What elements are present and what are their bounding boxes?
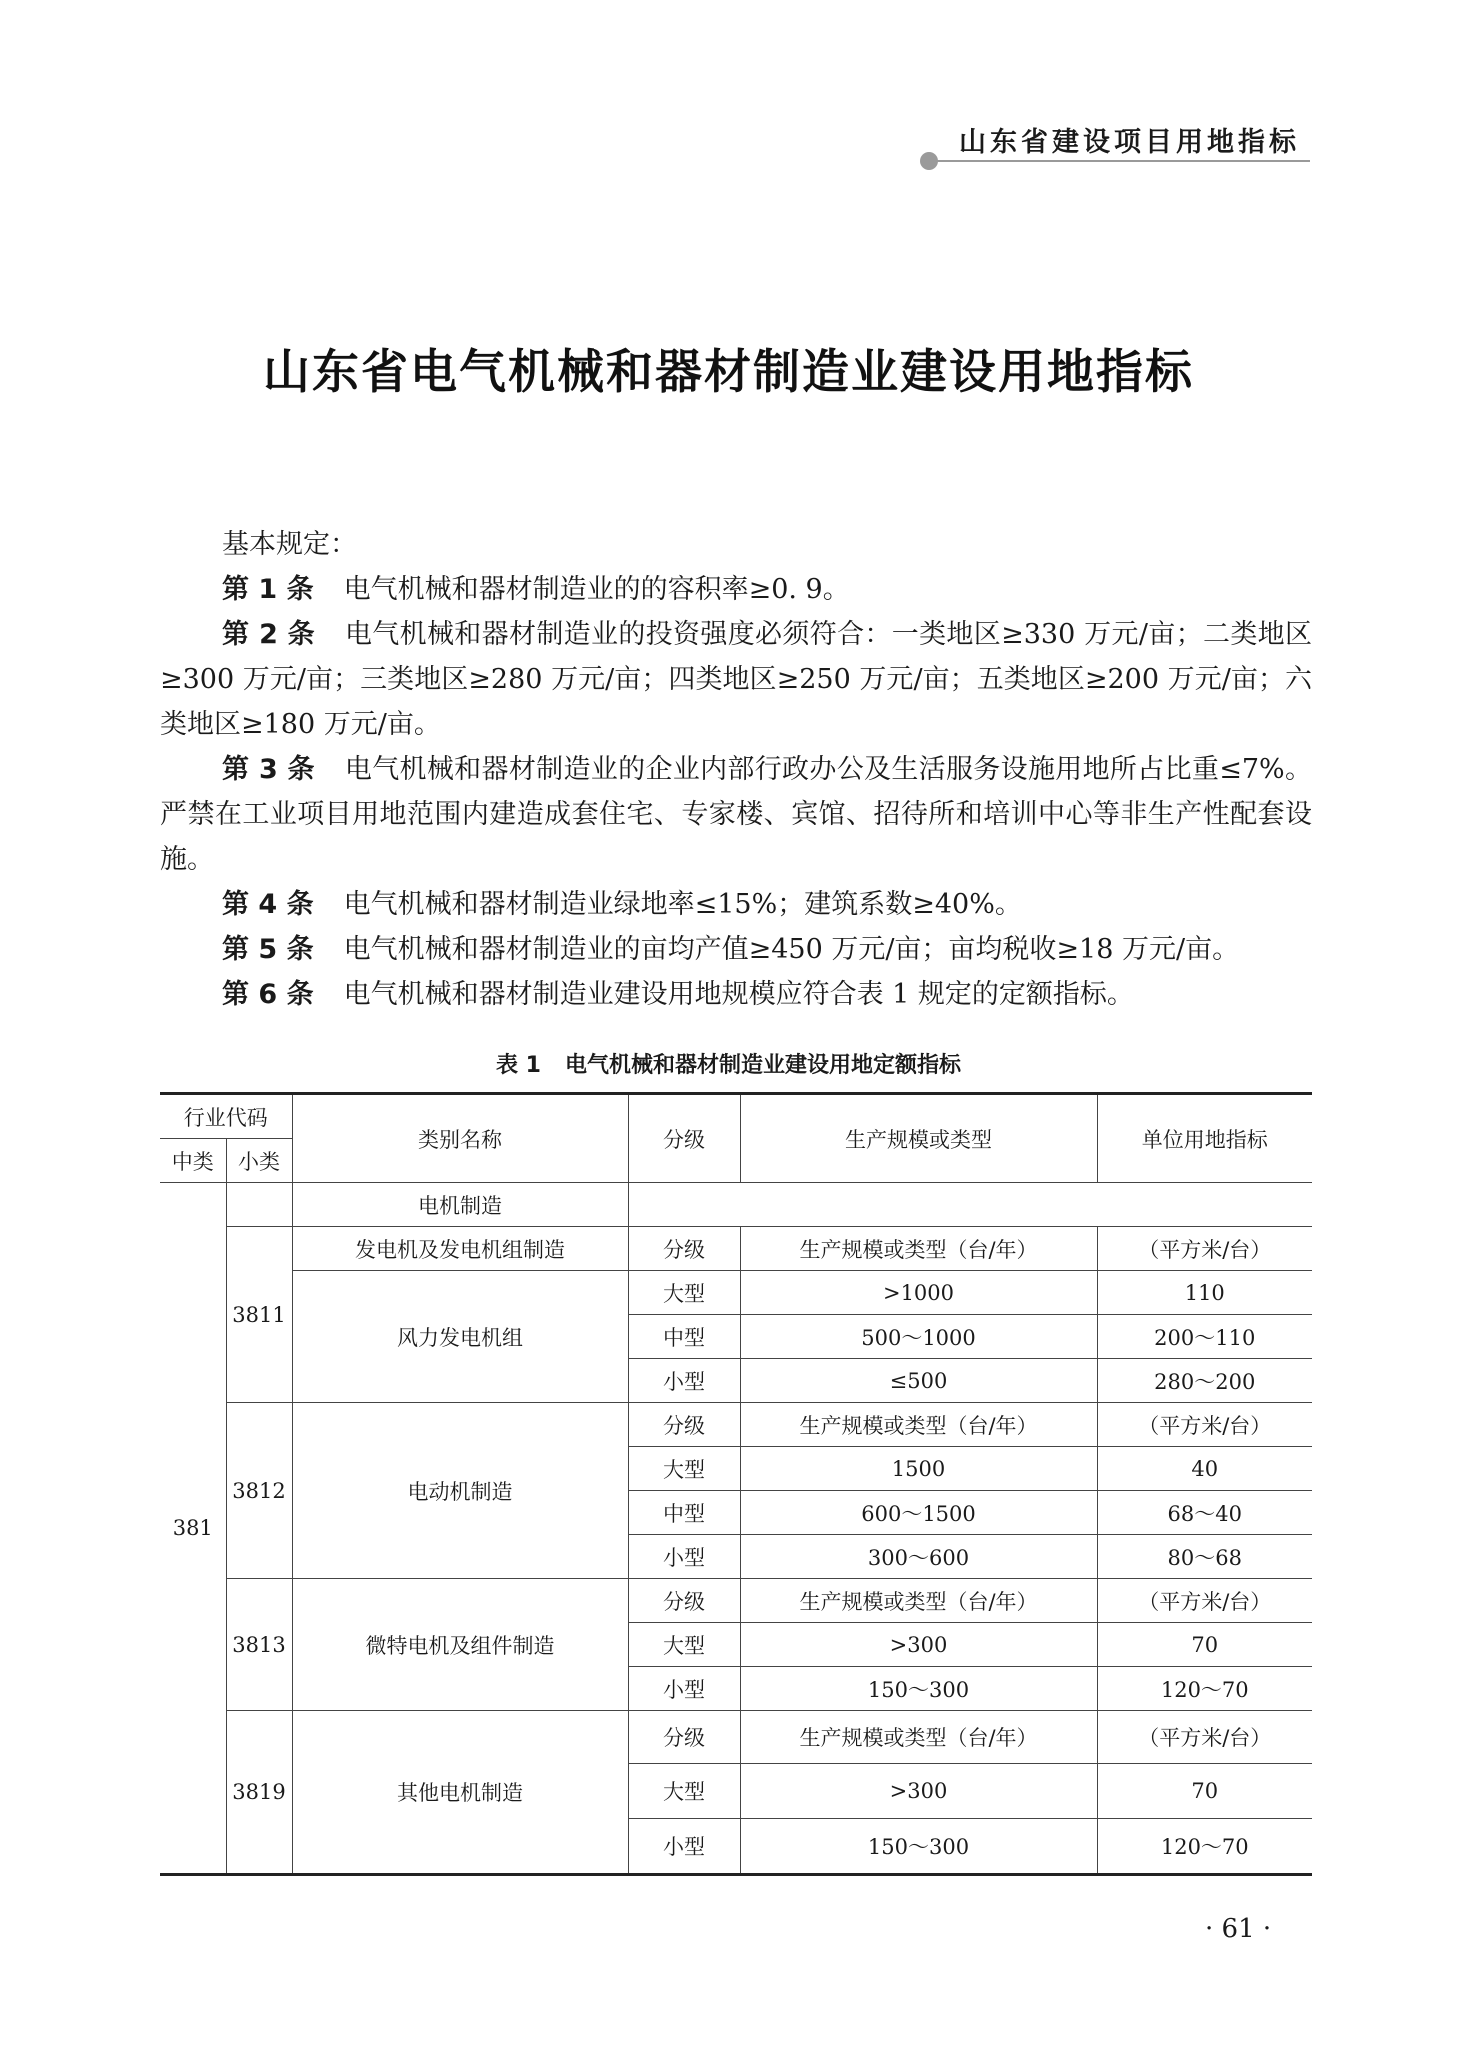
header-small-class: 小类 <box>226 1139 292 1183</box>
article-label: 第 5 条 <box>222 934 314 965</box>
small-code-cell: 3811 <box>226 1227 292 1403</box>
scale-cell: >1000 <box>740 1271 1097 1315</box>
page-number: · 61 · <box>1205 1914 1272 1944</box>
unit-cell: （平方米/台） <box>1097 1711 1312 1764</box>
scale-cell: 150～300 <box>740 1667 1097 1711</box>
grade-cell: 小型 <box>628 1535 740 1579</box>
running-header-text: 山东省建设项目用地指标 <box>959 127 1300 158</box>
small-code-cell: 3812 <box>226 1403 292 1579</box>
section-name-cell: 电机制造 <box>292 1183 628 1227</box>
unit-cell: 120～70 <box>1097 1667 1312 1711</box>
article-2 <box>160 612 1312 747</box>
article-text: 电气机械和器材制造业绿地率≤15%；建筑系数≥40%。 <box>343 889 1022 920</box>
article-text: 电气机械和器材制造业的的容积率≥0. 9。 <box>343 574 850 605</box>
table-caption <box>0 1048 1457 1079</box>
scale-cell: 600～1500 <box>740 1491 1097 1535</box>
unit-cell: （平方米/台） <box>1097 1579 1312 1623</box>
scale-cell: 150～300 <box>740 1819 1097 1875</box>
grade-cell: 大型 <box>628 1271 740 1315</box>
product-name-cell: 微特电机及组件制造 <box>292 1579 628 1711</box>
grade-cell: 小型 <box>628 1667 740 1711</box>
unit-cell: （平方米/台） <box>1097 1403 1312 1447</box>
article-6 <box>160 972 1312 1017</box>
article-3 <box>160 747 1312 882</box>
product-name-cell: 其他电机制造 <box>292 1711 628 1875</box>
unit-cell: 40 <box>1097 1447 1312 1491</box>
scale-cell: 生产规模或类型（台/年） <box>740 1711 1097 1764</box>
grade-cell: 小型 <box>628 1819 740 1875</box>
empty-cell <box>226 1183 292 1227</box>
scale-cell: 500～1000 <box>740 1315 1097 1359</box>
grade-cell: 中型 <box>628 1491 740 1535</box>
header-rule <box>934 160 1310 162</box>
middle-code-cell: 381 <box>160 1183 226 1875</box>
table-caption-number: 表 1 <box>496 1053 541 1078</box>
table-row <box>160 1711 1312 1764</box>
scale-cell: >300 <box>740 1764 1097 1819</box>
grade-cell: 分级 <box>628 1403 740 1447</box>
scale-cell: 生产规模或类型（台/年） <box>740 1579 1097 1623</box>
scale-cell: 生产规模或类型（台/年） <box>740 1403 1097 1447</box>
unit-cell: 80～68 <box>1097 1535 1312 1579</box>
grade-cell: 大型 <box>628 1764 740 1819</box>
unit-cell: 110 <box>1097 1271 1312 1315</box>
article-5 <box>160 927 1312 972</box>
scale-cell: 生产规模或类型（台/年） <box>740 1227 1097 1271</box>
small-code-cell: 3819 <box>226 1711 292 1875</box>
table-caption-text: 电气机械和器材制造业建设用地定额指标 <box>564 1053 961 1078</box>
table-header-row <box>160 1094 1312 1139</box>
small-code-cell: 3813 <box>226 1579 292 1711</box>
running-header <box>920 118 1310 162</box>
table-row <box>160 1183 1312 1227</box>
empty-cell <box>628 1183 1312 1227</box>
header-category-name: 类别名称 <box>292 1094 628 1183</box>
land-quota-table <box>160 1092 1312 1876</box>
table-row <box>160 1403 1312 1447</box>
subcategory-name-cell: 发电机及发电机组制造 <box>292 1227 628 1271</box>
unit-cell: 70 <box>1097 1764 1312 1819</box>
page-title: 山东省电气机械和器材制造业建设用地指标 <box>263 345 1194 400</box>
article-label: 第 1 条 <box>222 574 314 605</box>
unit-cell: （平方米/台） <box>1097 1227 1312 1271</box>
table-row <box>160 1579 1312 1623</box>
article-text: 电气机械和器材制造业的亩均产值≥450 万元/亩；亩均税收≥18 万元/亩。 <box>343 934 1240 965</box>
article-1 <box>160 567 1312 612</box>
article-label: 第 6 条 <box>222 979 314 1010</box>
header-grade: 分级 <box>628 1094 740 1183</box>
unit-cell: 120～70 <box>1097 1819 1312 1875</box>
grade-cell: 中型 <box>628 1315 740 1359</box>
grade-cell: 小型 <box>628 1359 740 1403</box>
header-scale-type: 生产规模或类型 <box>740 1094 1097 1183</box>
table-row <box>160 1271 1312 1315</box>
unit-cell: 200～110 <box>1097 1315 1312 1359</box>
scale-cell: 300～600 <box>740 1535 1097 1579</box>
article-text: 电气机械和器材制造业的投资强度必须符合：一类地区≥330 万元/亩；二类地区≥300 万元/亩；三类地区≥280 万元/亩；四类地区≥250 万元/亩；五类地区≥200 万元/亩；六类地区≥180 万元/亩。 <box>160 619 1312 740</box>
header-industry-code: 行业代码 <box>160 1094 292 1139</box>
product-name-cell: 风力发电机组 <box>292 1271 628 1403</box>
scale-cell: >300 <box>740 1623 1097 1667</box>
basic-rules <box>160 522 1312 1017</box>
grade-cell: 大型 <box>628 1447 740 1491</box>
rules-intro-text: 基本规定： <box>222 529 357 560</box>
article-4 <box>160 882 1312 927</box>
rules-intro <box>160 522 1312 567</box>
grade-cell: 分级 <box>628 1227 740 1271</box>
unit-cell: 70 <box>1097 1623 1312 1667</box>
product-name-cell: 电动机制造 <box>292 1403 628 1579</box>
unit-cell: 280～200 <box>1097 1359 1312 1403</box>
article-label: 第 2 条 <box>222 619 315 650</box>
unit-cell: 68～40 <box>1097 1491 1312 1535</box>
scale-cell: 1500 <box>740 1447 1097 1491</box>
article-text: 电气机械和器材制造业建设用地规模应符合表 1 规定的定额指标。 <box>343 979 1134 1010</box>
grade-cell: 大型 <box>628 1623 740 1667</box>
article-label: 第 3 条 <box>222 754 315 785</box>
scale-cell: ≤500 <box>740 1359 1097 1403</box>
article-text: 电气机械和器材制造业的企业内部行政办公及生活服务设施用地所占比重≤7%。严禁在工业项目用地范围内建造成套住宅、专家楼、宾馆、招待所和培训中心等非生产性配套设施。 <box>160 754 1312 875</box>
header-middle-class: 中类 <box>160 1139 226 1183</box>
header-unit-land-index: 单位用地指标 <box>1097 1094 1312 1183</box>
grade-cell: 分级 <box>628 1711 740 1764</box>
article-label: 第 4 条 <box>222 889 314 920</box>
grade-cell: 分级 <box>628 1579 740 1623</box>
table-row <box>160 1227 1312 1271</box>
